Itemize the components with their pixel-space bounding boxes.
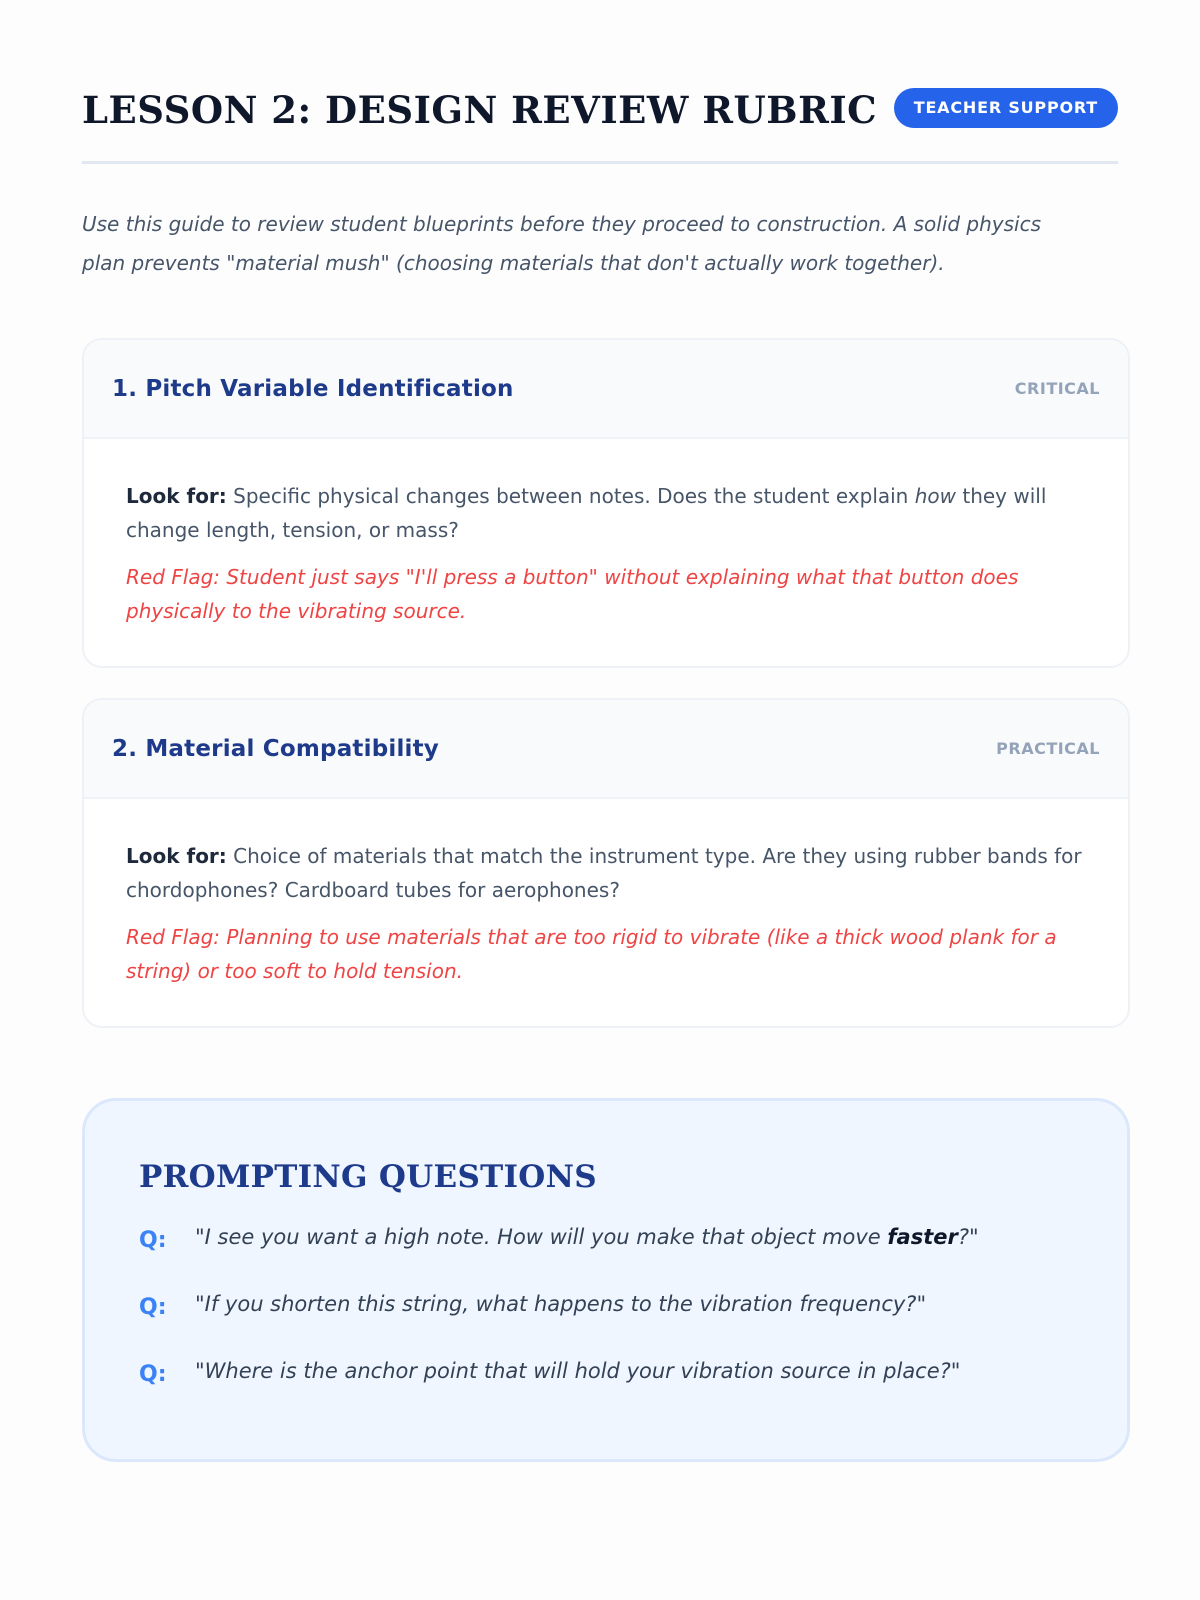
question-text-before: "I see you want a high note. How will you make that object move [195, 1225, 888, 1250]
criterion-card-material [82, 698, 1130, 1028]
teacher-support-badge: TEACHER SUPPORT [894, 88, 1118, 128]
criterion-title: 1. Pitch Variable Identification [112, 375, 514, 402]
criterion-tag: PRACTICAL [996, 739, 1100, 758]
question-label: Q: [139, 1362, 167, 1388]
look-for-text [126, 479, 1086, 547]
intro-text: Use this guide to review student blueprints before they proceed to construction. A solid physics plan prevents "material mush" (choosing materials that don't actually work together). [82, 212, 1042, 275]
look-for-label: Look for: [126, 484, 227, 508]
look-for-text-body: Choice of materials that match the instrument type. Are they using rubber bands for chordophones? Cardboard tubes for aerophones? [126, 844, 1082, 902]
prompting-questions-box [82, 1098, 1130, 1462]
prompting-title: PROMPTING QUESTIONS [139, 1159, 597, 1195]
page-title: LESSON 2: DESIGN REVIEW RUBRIC [82, 88, 878, 132]
question-item [139, 1222, 1073, 1289]
criterion-card-header [84, 340, 1128, 439]
question-text-after: ?" [957, 1225, 979, 1250]
criterion-card-body [84, 439, 1128, 628]
criterion-card-header [84, 700, 1128, 799]
look-for-text-a: Specific physical changes between notes. Does the student explain [226, 484, 915, 508]
criterion-card-pitch [82, 338, 1130, 668]
question-item [139, 1356, 1073, 1423]
look-for-text-b: they will change length, tension, or mass? [126, 484, 1047, 542]
criterion-title: 2. Material Compatibility [112, 735, 439, 762]
look-for-text [126, 839, 1086, 907]
question-text: "If you shorten this string, what happens to the vibration frequency?" [195, 1292, 927, 1317]
question-text [195, 1222, 979, 1252]
look-for-label: Look for: [126, 844, 227, 868]
criterion-card-body [84, 799, 1128, 988]
question-label: Q: [139, 1295, 167, 1321]
look-for-emphasis: how [914, 484, 956, 508]
red-flag-text: Red Flag: Planning to use materials that are too rigid to vibrate (like a thick wood plank for a string) or too soft to hold tension. [126, 925, 1057, 983]
question-text-bold: faster [887, 1225, 958, 1250]
red-flag-text: Red Flag: Student just says "I'll press a button" without explaining what that button does physically to the vibrating source. [126, 565, 1019, 623]
question-item [139, 1289, 1073, 1356]
page-header [82, 80, 1118, 164]
question-text: "Where is the anchor point that will hold your vibration source in place?" [195, 1359, 961, 1384]
question-label: Q: [139, 1228, 167, 1254]
criterion-tag: CRITICAL [1014, 379, 1100, 398]
